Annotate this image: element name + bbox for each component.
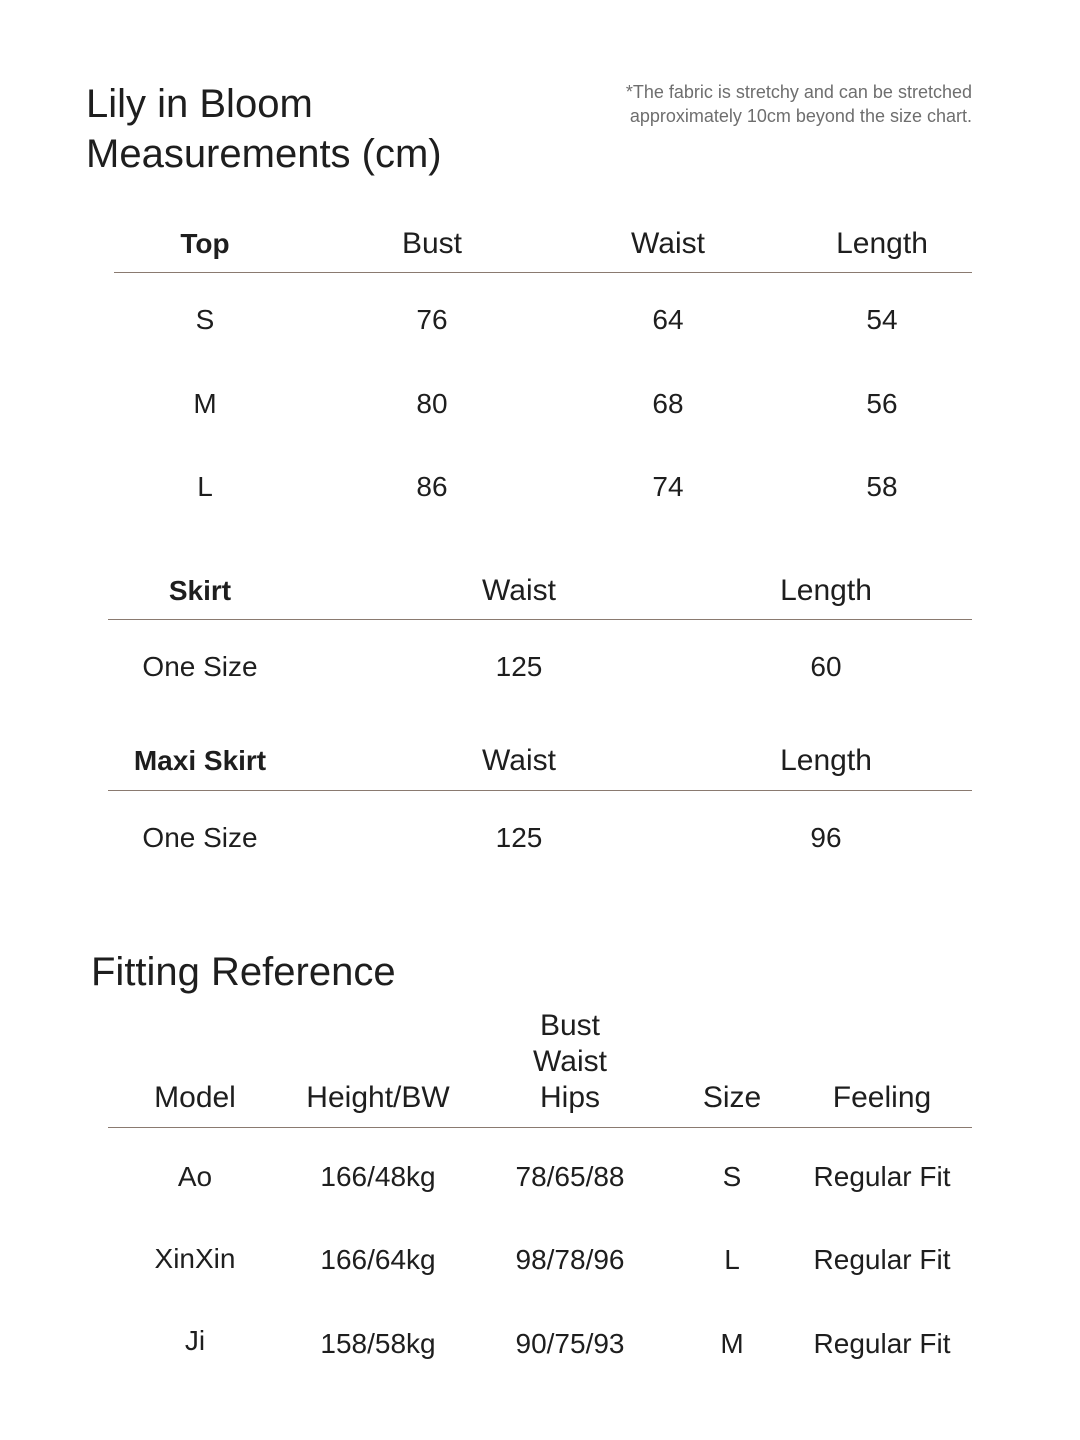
page-title: Lily in Bloom	[86, 82, 313, 126]
skirt-header-waist: Waist	[482, 574, 556, 607]
maxi-header-label: Maxi Skirt	[133, 745, 267, 776]
fitting-reference-title: Fitting Reference	[91, 950, 396, 994]
fitting-header-bust: Bust	[539, 1009, 601, 1042]
top-waist: 74	[652, 471, 684, 502]
top-header-divider	[114, 272, 972, 273]
top-length: 58	[866, 471, 898, 502]
top-header-label: Top	[180, 228, 230, 259]
fitting-model: Ao	[177, 1161, 213, 1192]
skirt-header-divider	[108, 619, 972, 620]
top-bust: 76	[416, 304, 448, 335]
fitting-header-feeling: Feeling	[832, 1081, 932, 1114]
skirt-length: 60	[810, 651, 842, 682]
skirt-waist: 125	[495, 651, 543, 682]
fitting-header-hips: Hips	[539, 1081, 601, 1114]
stretch-note	[532, 80, 972, 128]
fitting-feeling: Regular Fit	[813, 1328, 951, 1359]
fitting-feeling: Regular Fit	[813, 1244, 951, 1275]
page-subtitle: Measurements (cm)	[86, 132, 442, 176]
fitting-measurements: 90/75/93	[515, 1328, 625, 1359]
top-length: 54	[866, 304, 898, 335]
maxi-length: 96	[810, 822, 842, 853]
top-size: L	[197, 471, 213, 502]
fitting-size: L	[724, 1244, 740, 1275]
maxi-waist: 125	[495, 822, 543, 853]
fitting-measurements: 98/78/96	[515, 1244, 625, 1275]
top-header-waist: Waist	[631, 227, 705, 260]
top-bust: 86	[416, 471, 448, 502]
top-size: M	[193, 388, 217, 419]
top-bust: 80	[416, 388, 448, 419]
top-length: 56	[866, 388, 898, 419]
skirt-size: One Size	[142, 651, 258, 682]
skirt-header-length: Length	[780, 574, 872, 607]
fitting-header-height-bw: Height/BW	[306, 1081, 450, 1114]
top-size: S	[195, 304, 215, 335]
fitting-model: Ji	[184, 1325, 206, 1356]
fitting-height-bw: 158/58kg	[320, 1328, 436, 1359]
skirt-header-label: Skirt	[168, 575, 232, 606]
fitting-header-divider	[108, 1127, 972, 1128]
maxi-size: One Size	[142, 822, 258, 853]
fitting-size: S	[722, 1161, 742, 1192]
top-header-bust: Bust	[401, 227, 463, 260]
fitting-header-size: Size	[702, 1081, 762, 1114]
top-waist: 68	[652, 388, 684, 419]
maxi-header-waist: Waist	[482, 744, 556, 777]
top-waist: 64	[652, 304, 684, 335]
maxi-header-divider	[108, 790, 972, 791]
top-header-length: Length	[836, 227, 928, 260]
fitting-measurements: 78/65/88	[515, 1161, 625, 1192]
fitting-size: M	[720, 1328, 744, 1359]
maxi-header-length: Length	[780, 744, 872, 777]
fitting-height-bw: 166/48kg	[320, 1161, 436, 1192]
stretch-note-line-2: approximately 10cm beyond the size chart.	[629, 106, 972, 126]
stretch-note-line-1: *The fabric is stretchy and can be stretched	[625, 82, 972, 102]
fitting-header-bust-waist-hips	[533, 1008, 607, 1116]
fitting-feeling: Regular Fit	[813, 1161, 951, 1192]
fitting-header-waist: Waist	[533, 1045, 607, 1078]
fitting-height-bw: 166/64kg	[320, 1244, 436, 1275]
fitting-model: XinXin	[154, 1243, 236, 1274]
fitting-header-model: Model	[154, 1081, 236, 1114]
